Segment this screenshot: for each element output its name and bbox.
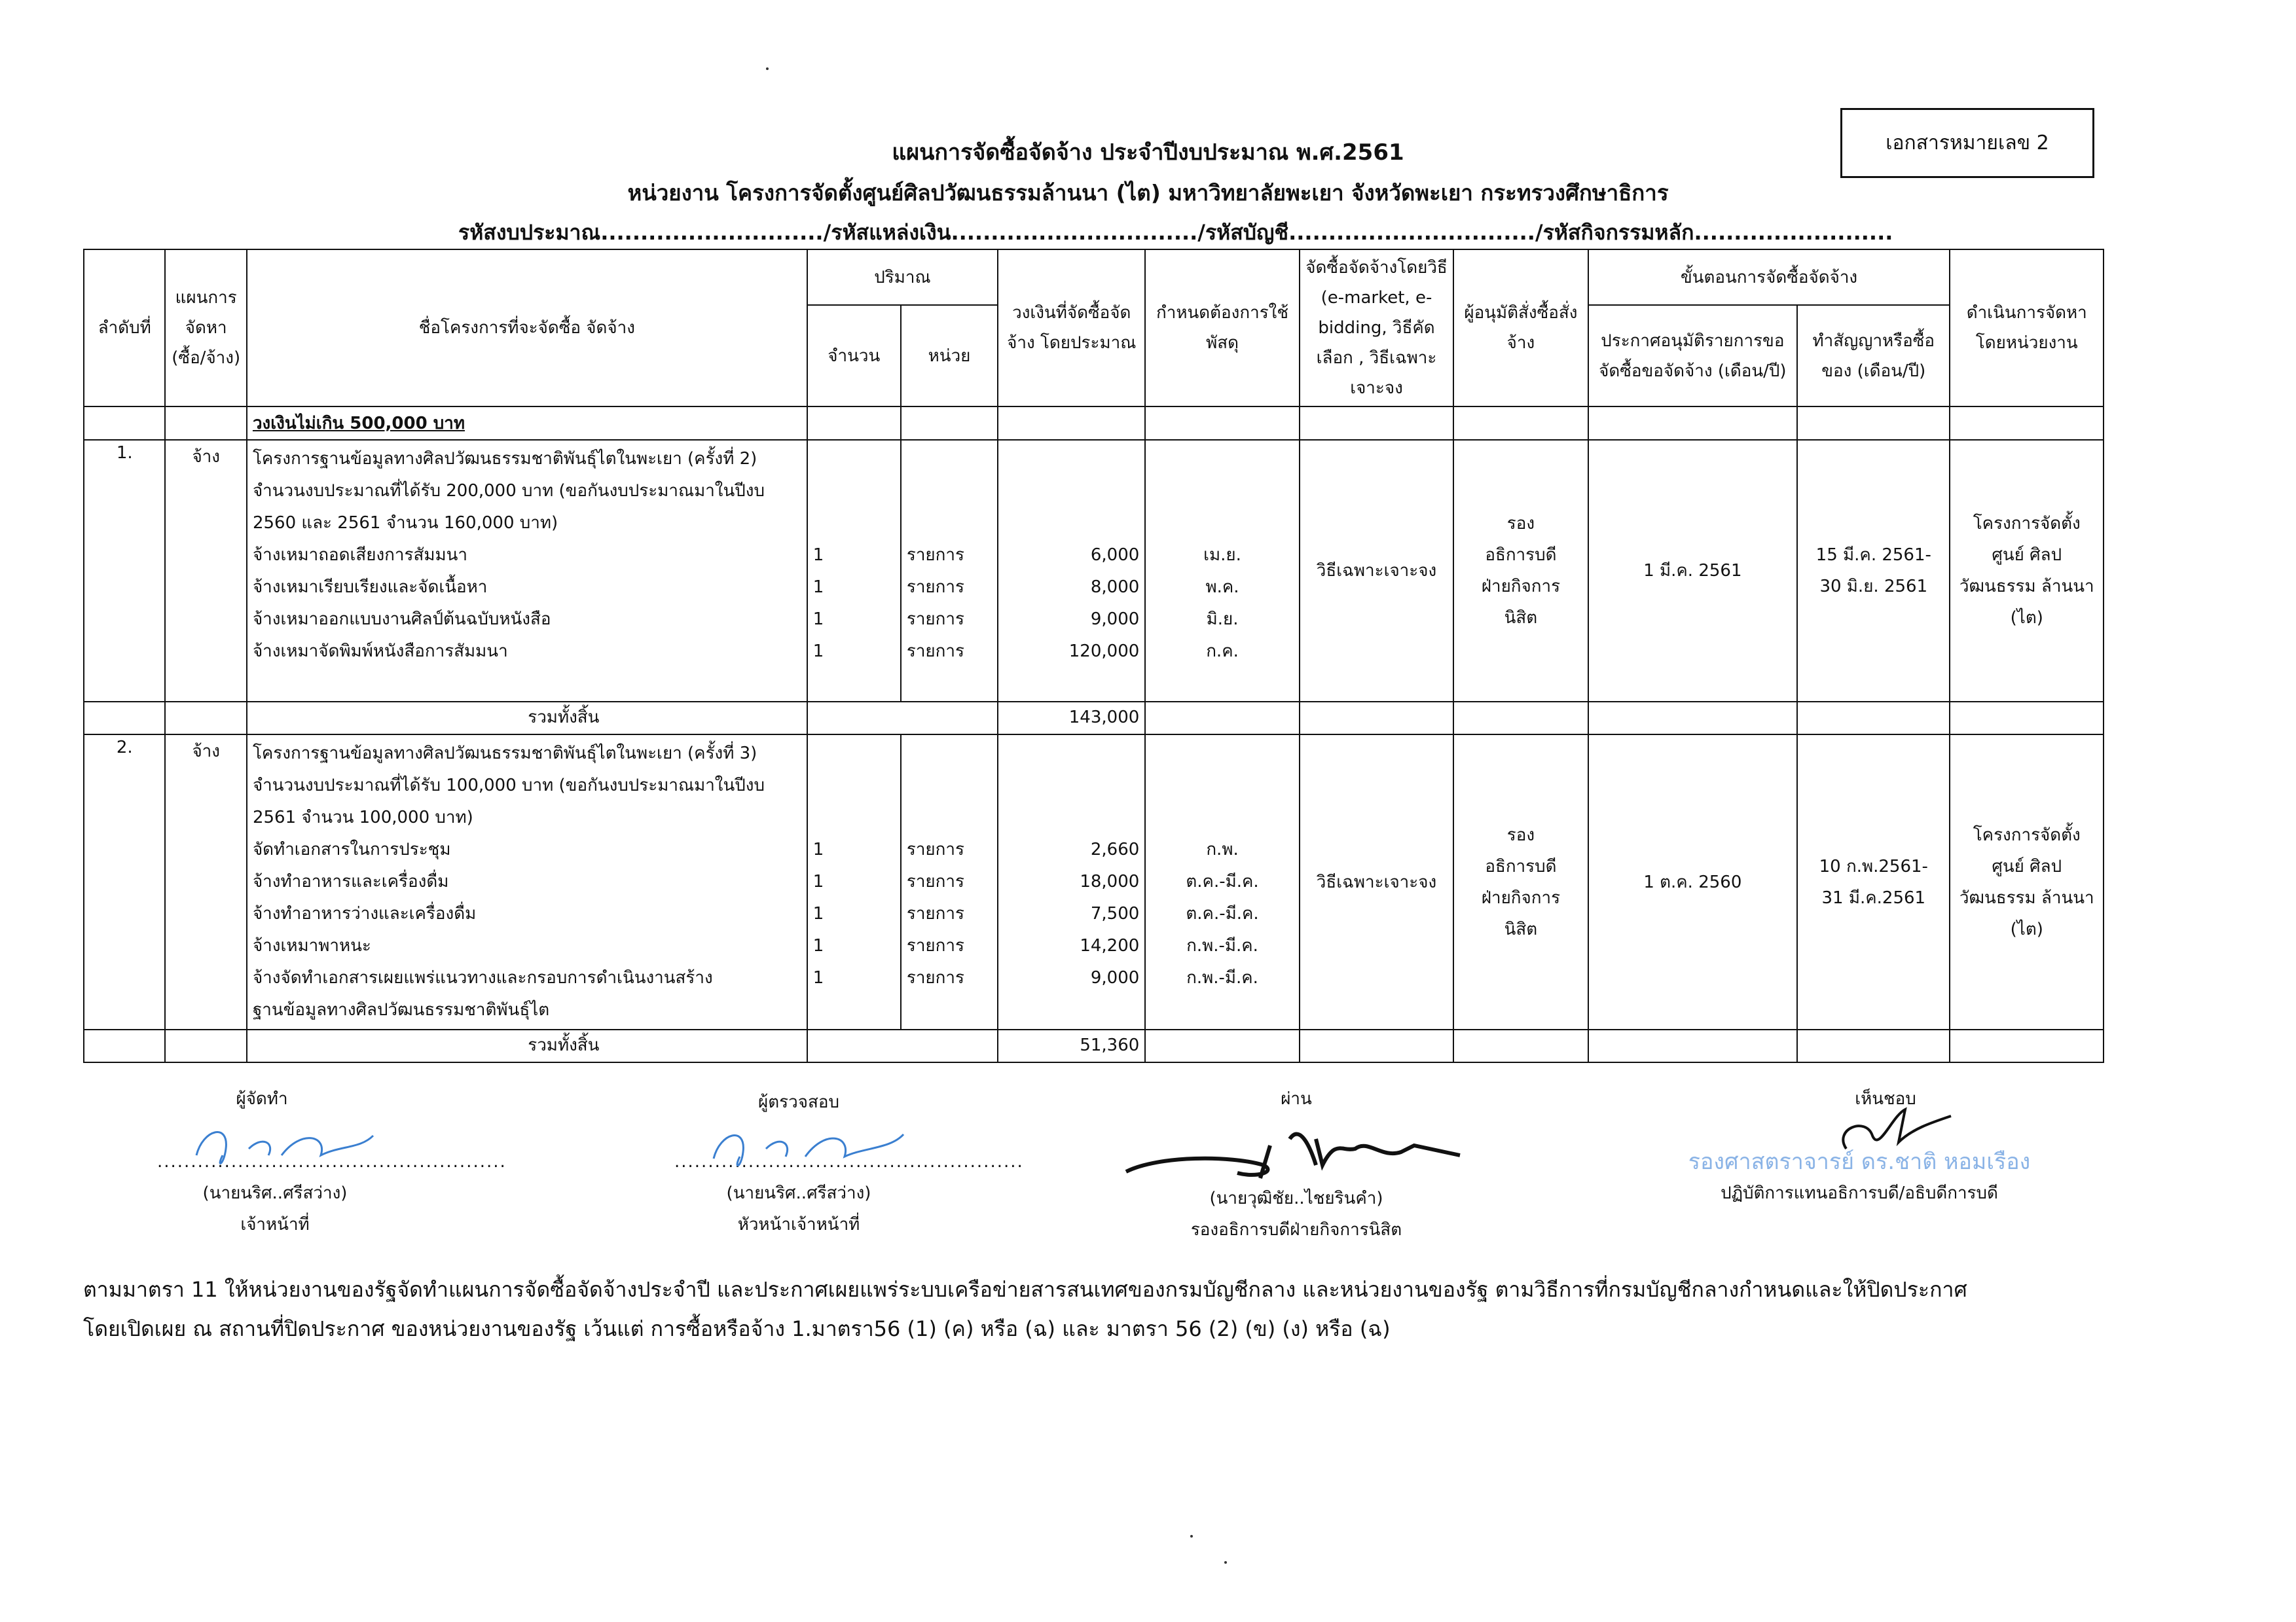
footer-line: โดยเปิดเผย ณ สถานที่ปิดประกาศ ของหน่วยงานของรัฐ เว้นแต่ การซื้อหรือจ้าง 1.มาตรา56 (1) (ค) หรือ (ฉ) และ มาตรา 56 (2) (ข) (ง) หรือ (ฉ)	[83, 1316, 1391, 1341]
project-operator: โครงการจัดตั้ง ศูนย์ ศิลปวัฒนธรรม ล้านนา (ไต)	[1950, 734, 2104, 1030]
section-label: วงเงินไม่เกิน 500,000 บาท	[247, 406, 807, 440]
total-label: รวมทั้งสิ้น	[247, 1030, 807, 1062]
handwritten-signature	[687, 1109, 923, 1181]
item-qty: 1	[812, 936, 824, 956]
project-desc-line: 2560 และ 2561 จำนวน 160,000 บาท)	[252, 513, 558, 533]
item-amount: 9,000	[1090, 968, 1140, 988]
project-approver: รอง อธิการบดี ฝ่ายกิจการ นิสิต	[1453, 734, 1588, 1030]
header-project: ชื่อโครงการที่จะจัดซื้อ จัดจ้าง	[247, 249, 807, 406]
item-amount: 9,000	[1090, 609, 1140, 629]
header-contract: ทำสัญญาหรือซื้อของ (เดือน/ปี)	[1797, 305, 1950, 406]
item-due-cell	[1145, 734, 1299, 1030]
header-due: กำหนดต้องการใช้พัสดุ	[1145, 249, 1299, 406]
header-plan-type: แผนการจัดหา (ซื้อ/จ้าง)	[165, 249, 246, 406]
item-qty: 1	[812, 545, 824, 565]
header-method: จัดซื้อจัดจ้างโดยวิธี (e-market, e-bidding, วิธีคัดเลือก , วิธีเฉพาะเจาะจง	[1300, 249, 1453, 406]
item-amount: 18,000	[1080, 872, 1140, 892]
item-amount: 14,200	[1080, 936, 1140, 956]
scan-speck	[1224, 1561, 1227, 1564]
item-unit: รายการ	[906, 968, 964, 988]
project-no: 1.	[84, 440, 165, 702]
total-label: รวมทั้งสิ้น	[247, 702, 807, 734]
header-operator: ดำเนินการจัดหาโดยหน่วยงาน	[1950, 249, 2104, 406]
signer-name: (นายนริศ..ศรีสว่าง)	[726, 1183, 871, 1203]
item-due: ก.พ.-มี.ค.	[1186, 968, 1258, 988]
signer-name: รองศาสตราจารย์ ดร.ชาติ หอมเรือง	[1688, 1149, 2031, 1175]
item-unit: รายการ	[906, 872, 964, 892]
handwritten-signature	[177, 1109, 393, 1181]
handwritten-signature	[1120, 1100, 1578, 1191]
item-due: ก.พ.-มี.ค.	[1186, 936, 1258, 956]
project-desc-line: 2561 จำนวน 100,000 บาท)	[252, 808, 473, 827]
item-name: จ้างเหมาออกแบบงานศิลป์ต้นฉบับหนังสือ	[252, 609, 551, 629]
project-method: วิธีเฉพาะเจาะจง	[1300, 440, 1453, 702]
item-amount: 7,500	[1090, 904, 1140, 924]
table-row	[84, 734, 2104, 1030]
project-operator: โครงการจัดตั้ง ศูนย์ ศิลปวัฒนธรรม ล้านนา (ไต)	[1950, 440, 2104, 702]
item-unit: รายการ	[906, 904, 964, 924]
section-row	[84, 406, 2104, 440]
scan-speck	[766, 67, 769, 70]
item-qty-cell	[807, 440, 901, 702]
signature-dots: ....................................................	[157, 1152, 507, 1172]
signer-position: หัวหน้าเจ้าหน้าที่	[737, 1215, 860, 1235]
footer-note	[83, 1270, 2145, 1348]
project-approver: รอง อธิการบดี ฝ่ายกิจการ นิสิต	[1453, 440, 1588, 702]
item-unit: รายการ	[906, 840, 964, 859]
header-budget: วงเงินที่จัดซื้อจัดจ้าง โดยประมาณ	[998, 249, 1145, 406]
footer-line: ตามมาตรา 11 ให้หน่วยงานของรัฐจัดทำแผนการจัดซื้อจัดจ้างประจำปี และประกาศเผยแพร่ระบบเครือข่ายสารสนเทศของกรมบัญชีกลาง และหน่วยงานของรัฐ ตามวิธีการที่กรมบัญชีกลางกำหนดและให้ปิดประกาศ	[83, 1277, 1967, 1302]
project-no: 2.	[84, 734, 165, 1030]
project-method: วิธีเฉพาะเจาะจง	[1300, 734, 1453, 1030]
item-name-continued: ฐานข้อมูลทางศิลปวัฒนธรรมชาติพันธุ์ไต	[252, 1000, 550, 1020]
signature-title: ผู้จัดทำ	[236, 1089, 288, 1109]
item-due: พ.ค.	[1205, 577, 1239, 597]
table-header-row	[84, 249, 2104, 305]
item-qty: 1	[812, 641, 824, 661]
item-qty-cell	[807, 734, 901, 1030]
signature-title: ผ่าน	[1281, 1089, 1312, 1109]
item-name: จ้างเหมาเรียบเรียงและจัดเนื้อหา	[252, 577, 488, 597]
item-qty: 1	[812, 577, 824, 597]
item-name: จ้างทำอาหารและเครื่องดื่ม	[252, 872, 449, 892]
handwritten-signature	[1820, 1090, 1964, 1162]
signature-dots: ....................................................	[674, 1152, 1024, 1172]
signer-name: (นายวุฒิชัย..ไชยรินคำ)	[1209, 1189, 1383, 1208]
signer-name: (นายนริศ..ศรีสว่าง)	[202, 1183, 348, 1203]
item-amount: 6,000	[1090, 545, 1140, 565]
signer-position: ปฏิบัติการแทนอธิการบดี/อธิบดีการบดี	[1721, 1183, 1998, 1203]
signature-block-preparer	[157, 1083, 507, 1240]
item-amount: 2,660	[1090, 840, 1140, 859]
item-due: ก.พ.	[1206, 840, 1239, 859]
item-unit: รายการ	[906, 609, 964, 629]
project-contract: 10 ก.พ.2561- 31 มี.ค.2561	[1797, 734, 1950, 1030]
total-amount: 143,000	[998, 702, 1145, 734]
signature-title: ผู้ตรวจสอบ	[758, 1092, 839, 1112]
scan-speck	[1190, 1535, 1193, 1538]
item-due: ต.ค.-มี.ค.	[1186, 904, 1259, 924]
page-subtitle: หน่วยงาน โครงการจัดตั้งศูนย์ศิลปวัฒนธรรมล้านนา (ไต) มหาวิทยาลัยพะเยา จังหวัดพะเยา กระทรวงศึกษาธิการ	[627, 180, 1669, 206]
total-row	[84, 702, 2104, 734]
header-no: ลำดับที่	[84, 249, 165, 406]
total-row	[84, 1030, 2104, 1062]
project-type: จ้าง	[165, 440, 246, 702]
project-contract: 15 มี.ค. 2561- 30 มิ.ย. 2561	[1797, 440, 1950, 702]
header-qty-unit: หน่วย	[901, 305, 998, 406]
header-approver: ผู้อนุมัติสั่งซื้อสั่งจ้าง	[1453, 249, 1588, 406]
item-unit: รายการ	[906, 641, 964, 661]
project-announce: 1 ต.ค. 2560	[1588, 734, 1797, 1030]
project-description	[247, 734, 807, 1030]
item-due: ก.ค.	[1206, 641, 1239, 661]
signer-position: รองอธิการบดีฝ่ายกิจการนิสิต	[1190, 1220, 1402, 1240]
item-due: เม.ย.	[1203, 545, 1241, 565]
item-due: ต.ค.-มี.ค.	[1186, 872, 1259, 892]
item-unit: รายการ	[906, 577, 964, 597]
item-name: จ้างจัดทำเอกสารเผยแพร่แนวทางและกรอบการดำเนินงานสร้าง	[252, 968, 713, 988]
project-desc-line: โครงการฐานข้อมูลทางศิลปวัฒนธรรมชาติพันธุ์ไตในพะเยา (ครั้งที่ 3)	[252, 744, 757, 763]
item-amount: 8,000	[1090, 577, 1140, 597]
item-name: จ้างเหมาถอดเสียงการสัมมนา	[252, 545, 467, 565]
item-unit-cell	[901, 734, 998, 1030]
item-unit: รายการ	[906, 545, 964, 565]
item-amount-cell	[998, 734, 1145, 1030]
project-desc-line: จำนวนงบประมาณที่ได้รับ 200,000 บาท (ขอกันงบประมาณมาในปีงบ	[252, 481, 765, 501]
project-desc-line: จำนวนงบประมาณที่ได้รับ 100,000 บาท (ขอกันงบประมาณมาในปีงบ	[252, 776, 765, 795]
header-steps: ขั้นตอนการจัดซื้อจัดจ้าง	[1588, 249, 1950, 305]
budget-codes-line: รหัสงบประมาณ............................/รหัสแหล่งเงิน.............................../รหัสบัญชี.............................../รหัสกิจกรรมหลัก.........................	[458, 220, 1893, 245]
document-number: เอกสารหมายเลข 2	[1886, 132, 2049, 154]
project-desc-line: โครงการฐานข้อมูลทางศิลปวัฒนธรรมชาติพันธุ์ไตในพะเยา (ครั้งที่ 2)	[252, 449, 757, 469]
item-due: มิ.ย.	[1206, 609, 1239, 629]
item-unit: รายการ	[906, 936, 964, 956]
total-amount: 51,360	[998, 1030, 1145, 1062]
item-name: จัดทำเอกสารในการประชุม	[252, 840, 451, 859]
item-name: จ้างเหมาจัดพิมพ์หนังสือการสัมมนา	[252, 641, 508, 661]
header-qty-amount: จำนวน	[807, 305, 901, 406]
signer-position: เจ้าหน้าที่	[240, 1215, 310, 1235]
table-row	[84, 440, 2104, 702]
project-announce: 1 มี.ค. 2561	[1588, 440, 1797, 702]
item-qty: 1	[812, 968, 824, 988]
header-quantity: ปริมาณ	[807, 249, 998, 305]
item-due-cell	[1145, 440, 1299, 702]
project-type: จ้าง	[165, 734, 246, 1030]
item-qty: 1	[812, 609, 824, 629]
item-name: จ้างเหมาพาหนะ	[252, 936, 371, 956]
item-amount-cell	[998, 440, 1145, 702]
signature-block-approver	[1663, 1083, 2056, 1209]
project-description	[247, 440, 807, 702]
item-name: จ้างทำอาหารว่างและเครื่องดื่ม	[252, 904, 477, 924]
signature-block-reviewer	[674, 1087, 1024, 1240]
procurement-plan-table	[83, 249, 2104, 1063]
item-qty: 1	[812, 840, 824, 859]
item-unit-cell	[901, 440, 998, 702]
item-qty: 1	[812, 904, 824, 924]
page-title: แผนการจัดซื้อจัดจ้าง ประจำปีงบประมาณ พ.ศ.2561	[892, 139, 1404, 166]
header-announce: ประกาศอนุมัติรายการขอจัดซื้อขอจัดจ้าง (เดือน/ปี)	[1588, 305, 1797, 406]
item-amount: 120,000	[1068, 641, 1140, 661]
signature-title: เห็นชอบ	[1855, 1089, 1916, 1109]
signature-block-endorser	[1139, 1083, 1453, 1246]
item-qty: 1	[812, 872, 824, 892]
